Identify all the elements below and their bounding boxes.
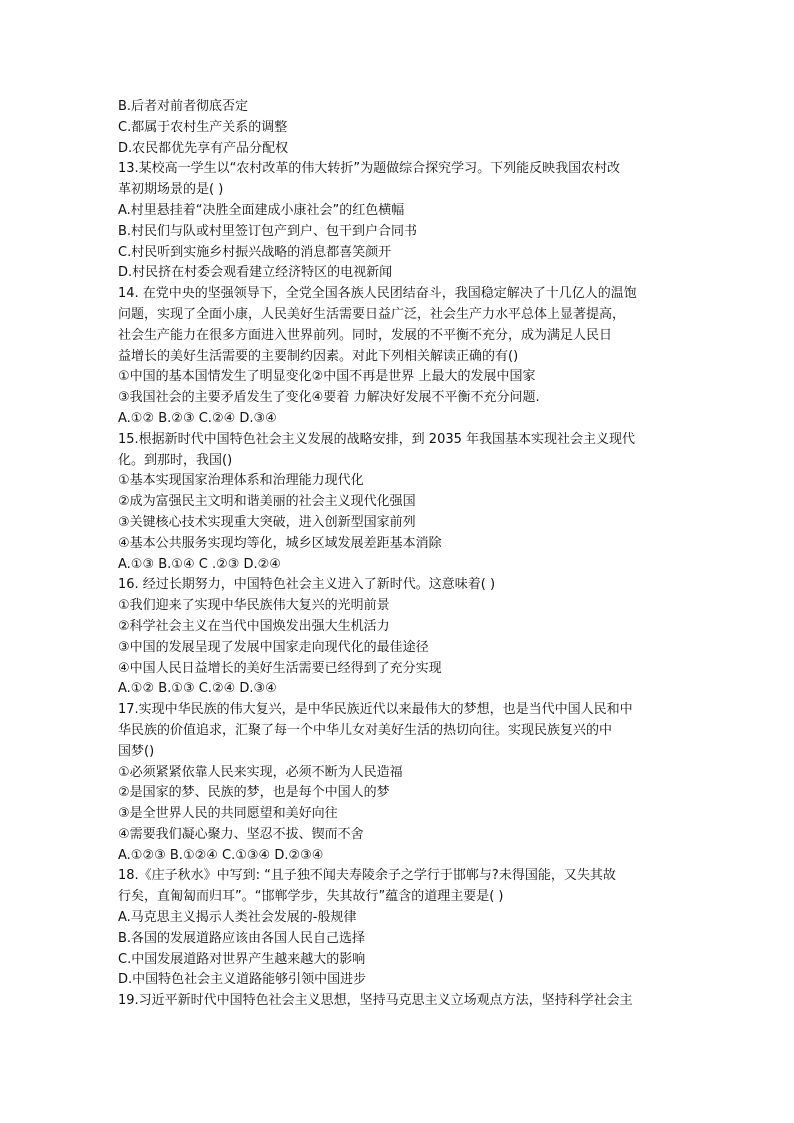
text-line: 18.《庄子秋水》中写到: “且子独不闻夫寿陵余子之学行于邯郸与?未得国能，又失其故 bbox=[118, 868, 616, 884]
text-line: ④中国人民日益增长的美好生活需要已经得到了充分实现 bbox=[118, 660, 442, 676]
text-line: D.农民都优先享有产品分配权 bbox=[118, 140, 289, 156]
text-line: ④需要我们凝心聚力、坚忍不拔、锲而不舍 bbox=[118, 826, 364, 842]
text-line: ②是国家的梦、民族的梦，也是每个中国人的梦 bbox=[118, 785, 390, 801]
text-line: ②成为富强民主文明和谐美丽的社会主义现代化强国 bbox=[118, 494, 416, 510]
text-line: A.村里悬挂着“决胜全面建成小康社会”的红色横幅 bbox=[118, 202, 405, 218]
text-line: 社会生产能力在很多方面进入世界前列。同时，发展的不平衡不充分，成为满足人民日 bbox=[118, 327, 613, 343]
text-line: 问题，实现了全面小康，人民美好生活需要日益广泛，社会生产力水平总体上显著提高， bbox=[118, 306, 626, 322]
text-line: ③我国社会的主要矛盾发生了变化④要着 力解决好发展不平衡不充分问题. bbox=[118, 390, 540, 406]
text-line: ①我们迎来了实现中华民族伟大复兴的光明前景 bbox=[118, 598, 390, 614]
text-line: 革初期场景的是( ) bbox=[118, 182, 224, 198]
text-line: D.村民挤在村委会观看建立经济特区的电视新闻 bbox=[118, 265, 393, 281]
text-line: A.①③ B.①④ C .②③ D.②④ bbox=[118, 556, 281, 572]
text-line: ③关键核心技术实现重大突破，进入创新型国家前列 bbox=[118, 514, 416, 530]
text-line: C.中国发展道路对世界产生越来越大的影响 bbox=[118, 951, 366, 967]
text-line: ①必须紧紧依靠人民来实现，必须不断为人民造福 bbox=[118, 764, 403, 780]
text-line: 14. 在党中央的坚强领导下，全党全国各族人民团结奋斗，我国稳定解决了十几亿人的温饱 bbox=[118, 286, 637, 302]
text-line: 行矣，直匍匐而归耳”。“邯郸学步，失其故行”蕴含的道理主要是( ) bbox=[118, 889, 504, 905]
text-line: 华民族的价值追求，汇聚了每一个中华儿女对美好生活的热切向往。实现民族复兴的中 bbox=[118, 722, 613, 738]
text-line: 13.某校高一学生以“农村改革的伟大转折”为题做综合探究学习。下列能反映我国农村改 bbox=[118, 161, 621, 177]
text-line: 益增长的美好生活需要的主要制约因素。对此下列相关解读正确的有() bbox=[118, 348, 519, 364]
text-line: 化。到那时，我国() bbox=[118, 452, 233, 468]
document-page bbox=[118, 97, 678, 1012]
text-line: ②科学社会主义在当代中国焕发出强大生机活力 bbox=[118, 618, 390, 634]
text-line: A.马克思主义揭示人类社会发展的-般规律 bbox=[118, 910, 357, 926]
text-line: C.都属于农村生产关系的调整 bbox=[118, 119, 288, 135]
text-line: ①基本实现国家治理体系和治理能力现代化 bbox=[118, 473, 364, 489]
text-line: ④基本公共服务实现均等化，城乡区域发展差距基本消除 bbox=[118, 535, 442, 551]
text-line: ③中国的发展呈现了发展中国家走向现代化的最佳途径 bbox=[118, 639, 429, 655]
text-line: ①中国的基本国情发生了明显变化②中国不再是世界 上最大的发展中国家 bbox=[118, 369, 536, 385]
text-line: A.①②③ B.①②④ C.①③④ D.②③④ bbox=[118, 847, 324, 863]
text-line: D.中国特色社会主义道路能够引领中国进步 bbox=[118, 972, 367, 988]
text-line: B.后者对前者彻底否定 bbox=[118, 99, 249, 114]
text-line: 16. 经过长期努力，中国特色社会主义进入了新时代。这意味着( ) bbox=[118, 577, 496, 593]
text-line: 17.实现中华民族的伟大复兴，是中华民族近代以来最伟大的梦想，也是当代中国人民和中 bbox=[118, 702, 633, 718]
text-line: 19.习近平新时代中国特色社会主义思想，坚持马克思主义立场观点方法，坚持科学社会主 bbox=[118, 993, 633, 1009]
text-line: A.①② B.②③ C.②④ D.③④ bbox=[118, 410, 277, 426]
text-line: 国梦() bbox=[118, 743, 155, 759]
text-line: B.村民们与队或村里签订包产到户、包干到户合同书 bbox=[118, 223, 418, 239]
text-line: ③是全世界人民的共同愿望和美好向往 bbox=[118, 806, 338, 822]
text-line: B.各国的发展道路应该由各国人民自己选择 bbox=[118, 930, 366, 946]
text-line: A.①② B.①③ C.②④ D.③④ bbox=[118, 681, 277, 697]
text-line: C.村民听到实施乡村振兴战略的消息都喜笑颜开 bbox=[118, 244, 392, 260]
text-line: 15.根据新时代中国特色社会主义发展的战略安排，到 2035 年我国基本实现社会主义现代 bbox=[118, 431, 636, 447]
